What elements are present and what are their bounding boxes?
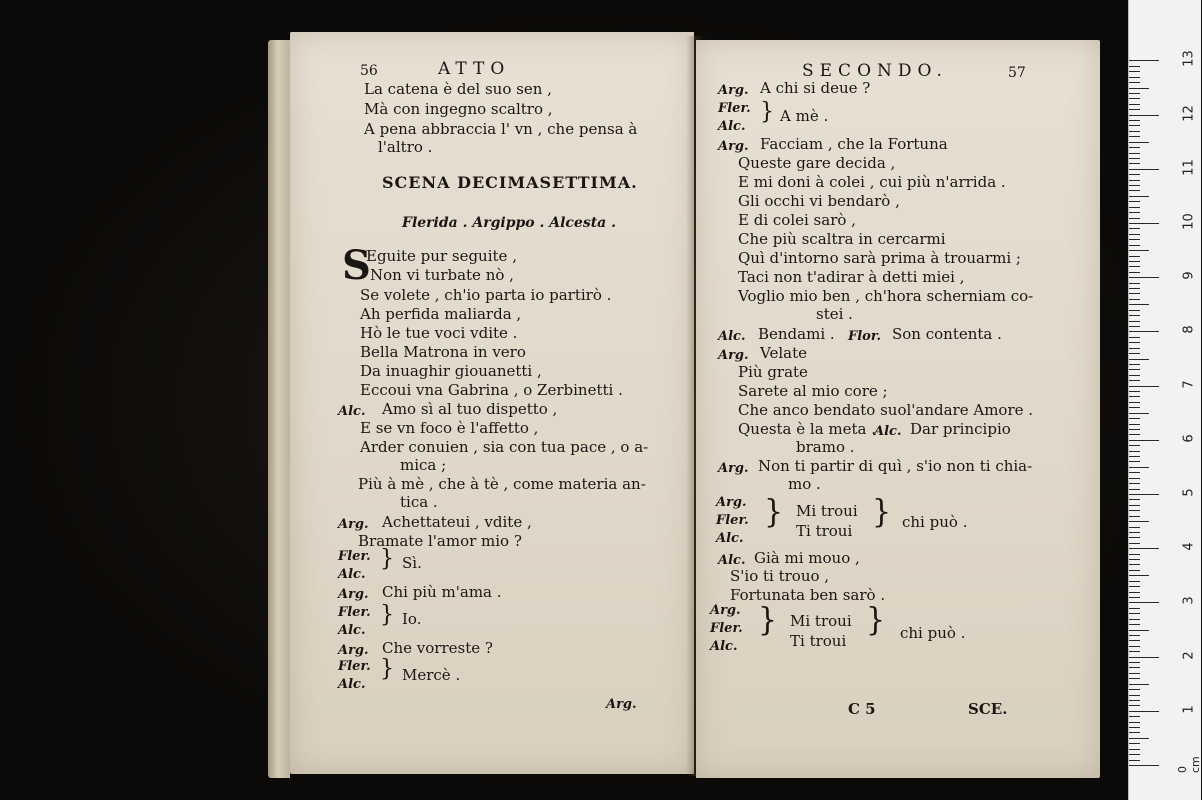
ruler-tick (1129, 98, 1140, 99)
ruler-tick (1129, 234, 1140, 235)
ruler-tick (1129, 537, 1140, 538)
ruler-tick (1129, 212, 1140, 213)
catchword: SCE. (968, 700, 1008, 718)
ruler-tick (1129, 575, 1149, 576)
speaker-label: Arg. (710, 603, 741, 618)
ruler-tick (1129, 445, 1140, 446)
text-line: Achettateui , vdite , (382, 513, 532, 531)
ruler-tick (1129, 705, 1140, 706)
text-line: chi può . (902, 513, 968, 531)
ruler-tick (1129, 532, 1140, 533)
ruler-tick (1129, 272, 1140, 273)
ruler-tick (1129, 483, 1140, 484)
text-line: Taci non t'adirar à detti miei , (738, 268, 965, 286)
text-line: Mi troui (796, 502, 858, 520)
text-line: bramo . (796, 438, 855, 456)
text-line: Son contenta . (892, 325, 1002, 343)
ruler-tick (1129, 440, 1159, 441)
speaker-label: Fler. (338, 605, 371, 620)
ruler-cm-label: 2 (1181, 650, 1197, 660)
ruler-tick (1129, 396, 1140, 397)
text-line: Questa è la meta . (738, 420, 877, 438)
text-line: Gli occhi vi bendarò , (738, 192, 900, 210)
ruler-tick (1129, 131, 1140, 132)
text-line: Che anco bendato suol'andare Amore . (738, 401, 1034, 419)
text-line: Quì d'intorno sarà prima à trouarmi ; (738, 249, 1021, 267)
ruler-tick (1129, 662, 1140, 663)
ruler-tick (1129, 760, 1140, 761)
ruler-cm-label: 12 (1181, 104, 1197, 122)
ruler-cm-label: 6 (1181, 434, 1197, 443)
ruler-tick (1129, 586, 1140, 587)
text-line: Amo sì al tuo dispetto , (382, 400, 558, 418)
ruler-tick (1129, 245, 1140, 246)
speaker-label: Arg. (718, 83, 749, 98)
ruler-tick (1129, 104, 1140, 105)
ruler-tick (1129, 602, 1159, 603)
text-line: Ti troui (790, 632, 847, 650)
ruler-tick (1129, 158, 1140, 159)
ruler-tick (1129, 277, 1159, 278)
ruler-tick (1129, 261, 1140, 262)
left-running-head: ATTO (438, 59, 511, 79)
ruler-tick (1129, 223, 1159, 224)
speaker-label: Alc. (716, 531, 744, 546)
ruler-tick (1129, 695, 1140, 696)
ruler-tick (1129, 386, 1159, 387)
ruler-tick (1129, 738, 1149, 739)
ruler-tick (1129, 88, 1149, 89)
text-line: Più à mè , che à tè , come materia an- (358, 475, 646, 493)
text-line: Chi più m'ama . (382, 583, 502, 601)
brace-icon: } (758, 602, 778, 639)
ruler-cm-label: 9 (1181, 271, 1197, 280)
ruler-tick (1129, 337, 1140, 338)
ruler-tick (1129, 630, 1149, 631)
brace-icon: } (764, 494, 784, 531)
ruler-tick (1129, 564, 1140, 565)
text-line: Già mi mouo , (754, 549, 860, 567)
ruler-tick (1129, 331, 1159, 332)
text-line: Hò le tue voci vdite . (360, 324, 518, 342)
speaker-label: Fler. (338, 659, 371, 674)
ruler-tick (1129, 548, 1159, 549)
text-line: Fortunata ben sarò . (730, 586, 886, 604)
text-line: Ti troui (796, 522, 853, 540)
text-line: S'io ti trouo , (730, 567, 830, 585)
ruler-tick (1129, 581, 1140, 582)
text-line: E di colei sarò , (738, 211, 856, 229)
text-line: Mercè . (402, 666, 461, 684)
brace-icon: } (380, 601, 394, 628)
text-line: La catena è del suo sen , (364, 80, 552, 98)
text-line: Mà con ingegno scaltro , (364, 100, 553, 118)
text-line: A chi si deue ? (760, 79, 871, 97)
ruler-tick (1129, 77, 1140, 78)
ruler-tick (1129, 185, 1140, 186)
ruler-tick (1129, 451, 1140, 452)
ruler-tick (1129, 342, 1140, 343)
ruler-tick (1129, 147, 1140, 148)
text-line: A mè . (780, 107, 829, 125)
drop-cap: S (342, 242, 371, 289)
right-page (696, 40, 1100, 778)
ruler-tick (1129, 689, 1140, 690)
ruler-tick (1129, 543, 1140, 544)
ruler-cm-label: 7 (1181, 379, 1197, 389)
text-line: E mi doni à colei , cui più n'arrida . (738, 173, 1006, 191)
ruler-tick (1129, 456, 1140, 457)
left-page (290, 32, 694, 774)
ruler-tick (1129, 359, 1149, 360)
ruler-tick (1129, 250, 1149, 251)
speaker-label: Fler. (338, 549, 371, 564)
ruler-tick (1129, 499, 1140, 500)
ruler-tick (1129, 163, 1140, 164)
ruler-tick (1129, 180, 1140, 181)
speaker-label: Arg. (338, 587, 369, 602)
ruler-tick (1129, 489, 1140, 490)
text-line: Eccoui vna Gabrina , o Zerbinetti . (360, 381, 623, 399)
ruler-tick (1129, 711, 1159, 712)
ruler-tick (1129, 66, 1140, 67)
text-line: Non ti partir di quì , s'io non ti chia- (758, 457, 1033, 475)
text-line: Bramate l'amor mio ? (358, 532, 522, 550)
right-page-number: 57 (1008, 65, 1026, 81)
text-line: Bendami . (758, 325, 835, 343)
text-line: Facciam , che la Fortuna (760, 135, 948, 153)
text-line: chi può . (900, 624, 966, 642)
ruler-tick (1129, 364, 1140, 365)
speaker-label: Flor. (848, 329, 882, 344)
ruler-tick (1129, 60, 1159, 61)
text-line: mo . (788, 475, 821, 493)
text-line: Dar principio (910, 420, 1011, 438)
ruler-tick (1129, 207, 1140, 208)
measurement-ruler (1128, 0, 1201, 800)
scene-title: SCENA DECIMASETTIMA. (382, 173, 638, 192)
text-line: Bella Matrona in vero (360, 343, 526, 361)
ruler-cm-label: 3 (1181, 596, 1197, 606)
brace-icon: } (760, 98, 774, 125)
speaker-label: Fler. (718, 101, 751, 116)
ruler-tick (1129, 315, 1140, 316)
speaker-label: Arg. (716, 495, 747, 510)
ruler-tick (1129, 413, 1149, 414)
ruler-tick (1129, 749, 1140, 750)
text-line: A pena abbraccia l' vn , che pensa à (364, 120, 638, 138)
left-page-number: 56 (360, 63, 378, 79)
ruler-cm-label: 4 (1181, 542, 1197, 551)
ruler-tick (1129, 754, 1140, 755)
text-line: Più grate (738, 363, 808, 381)
speaker-label: Alc. (718, 329, 746, 344)
text-line: Se volete , ch'io parta io partirò . (360, 286, 612, 304)
ruler-tick (1129, 624, 1140, 625)
ruler-tick (1129, 348, 1140, 349)
text-line: Non vi turbate nò , (370, 266, 514, 284)
ruler-tick (1129, 369, 1140, 370)
ruler-tick (1129, 293, 1140, 294)
text-line: tica . (400, 493, 438, 511)
ruler-tick (1129, 228, 1140, 229)
ruler-tick (1129, 684, 1149, 685)
catchword: Arg. (606, 697, 637, 712)
ruler-tick (1129, 472, 1140, 473)
text-line: Velate (760, 344, 807, 362)
ruler-tick (1129, 716, 1140, 717)
brace-icon: } (866, 602, 886, 639)
right-running-head: SECONDO. (802, 61, 948, 81)
text-line: Queste gare decida , (738, 154, 896, 172)
speaker-label: Arg. (338, 643, 369, 658)
speaker-label: Alc. (338, 623, 366, 638)
text-line: Arder conuien , sia con tua pace , o a- (360, 438, 649, 456)
text-line: Io. (402, 610, 422, 628)
ruler-tick (1129, 722, 1140, 723)
text-line: stei . (816, 305, 853, 323)
ruler-tick (1129, 239, 1140, 240)
speaker-label: Alc. (718, 553, 746, 568)
ruler-tick (1129, 93, 1140, 94)
text-line: Sì. (402, 554, 422, 572)
character-list: Flerida . Argippo . Alcesta . (402, 215, 617, 231)
ruler-tick (1129, 321, 1140, 322)
ruler-tick (1129, 201, 1140, 202)
ruler-tick (1129, 288, 1140, 289)
ruler-tick (1129, 673, 1140, 674)
ruler-tick (1129, 299, 1140, 300)
ruler-tick (1129, 266, 1140, 267)
text-line: Eguite pur seguite , (366, 247, 517, 265)
ruler-tick (1129, 646, 1140, 647)
text-line: mica ; (400, 456, 447, 474)
speaker-label: Arg. (718, 461, 749, 476)
ruler-tick (1129, 196, 1149, 197)
ruler-tick (1129, 402, 1140, 403)
ruler-tick (1129, 478, 1140, 479)
ruler-tick (1129, 304, 1149, 305)
ruler-tick (1129, 619, 1140, 620)
ruler-tick (1129, 667, 1140, 668)
text-line: Voglio mio ben , ch'hora scherniam co- (738, 287, 1034, 305)
ruler-tick (1129, 494, 1159, 495)
ruler-tick (1129, 505, 1140, 506)
ruler-tick (1129, 169, 1159, 170)
ruler-tick (1129, 375, 1140, 376)
text-line: Che vorreste ? (382, 639, 493, 657)
ruler-tick (1129, 554, 1140, 555)
ruler-tick (1129, 82, 1140, 83)
ruler-tick (1129, 516, 1140, 517)
speaker-label: Alc. (338, 567, 366, 582)
ruler-tick (1129, 613, 1140, 614)
ruler-tick (1129, 256, 1140, 257)
ruler-tick (1129, 510, 1140, 511)
ruler-unit-label: 0 cm (1176, 756, 1202, 773)
ruler-tick (1129, 570, 1140, 571)
text-line: l'altro . (378, 138, 433, 156)
ruler-tick (1129, 657, 1159, 658)
ruler-tick (1129, 125, 1140, 126)
brace-icon: } (380, 545, 394, 572)
ruler-tick (1129, 743, 1140, 744)
ruler-tick (1129, 635, 1140, 636)
ruler-tick (1129, 700, 1140, 701)
speaker-label: Arg. (718, 348, 749, 363)
ruler-tick (1129, 521, 1149, 522)
speaker-label: Alc. (338, 404, 366, 419)
ruler-tick (1129, 461, 1140, 462)
ruler-tick (1129, 467, 1149, 468)
ruler-tick (1129, 732, 1140, 733)
text-line: Mi troui (790, 612, 852, 630)
speaker-label: Alc. (710, 639, 738, 654)
text-line: Ah perfida maliarda , (360, 305, 522, 323)
ruler-tick (1129, 120, 1140, 121)
ruler-tick (1129, 391, 1140, 392)
ruler-tick (1129, 326, 1140, 327)
ruler-cm-label: 11 (1181, 159, 1197, 176)
speaker-label: Fler. (710, 621, 743, 636)
ruler-cm-label: 5 (1181, 488, 1197, 497)
ruler-tick (1129, 727, 1140, 728)
ruler-tick (1129, 115, 1159, 116)
ruler-tick (1129, 429, 1140, 430)
ruler-tick (1129, 592, 1140, 593)
ruler-tick (1129, 218, 1140, 219)
speaker-label: Arg. (338, 517, 369, 532)
ruler-tick (1129, 527, 1140, 528)
speaker-label: Alc. (718, 119, 746, 134)
ruler-cm-label: 8 (1181, 325, 1197, 335)
ruler-tick (1129, 310, 1140, 311)
text-line: Che più scaltra in cercarmi (738, 230, 946, 248)
ruler-tick (1129, 765, 1159, 766)
ruler-tick (1129, 608, 1140, 609)
ruler-tick (1129, 174, 1140, 175)
speaker-label: Fler. (716, 513, 749, 528)
ruler-cm-label: 13 (1181, 50, 1197, 68)
ruler-tick (1129, 424, 1140, 425)
book-page-edges (268, 40, 290, 778)
ruler-tick (1129, 640, 1140, 641)
ruler-cm-label: 10 (1181, 213, 1197, 230)
signature-mark: C 5 (848, 700, 876, 718)
ruler-tick (1129, 142, 1149, 143)
ruler-tick (1129, 353, 1140, 354)
ruler-tick (1129, 651, 1140, 652)
text-line: Sarete al mio core ; (738, 382, 888, 400)
brace-icon: } (872, 494, 892, 531)
ruler-tick (1129, 418, 1140, 419)
ruler-tick (1129, 407, 1140, 408)
ruler-tick (1129, 109, 1140, 110)
ruler-tick (1129, 380, 1140, 381)
ruler-tick (1129, 559, 1140, 560)
speaker-label: Arg. (718, 139, 749, 154)
text-line: Da inuaghir giouanetti , (360, 362, 542, 380)
ruler-cm-label: 1 (1181, 705, 1197, 714)
ruler-tick (1129, 136, 1140, 137)
ruler-tick (1129, 283, 1140, 284)
text-line: E se vn foco è l'affetto , (360, 419, 539, 437)
speaker-label: Alc. (338, 677, 366, 692)
speaker-label: Alc. (874, 424, 902, 439)
ruler-tick (1129, 678, 1140, 679)
ruler-tick (1129, 434, 1140, 435)
brace-icon: } (380, 655, 394, 682)
ruler-tick (1129, 190, 1140, 191)
ruler-tick (1129, 597, 1140, 598)
ruler-tick (1129, 71, 1140, 72)
ruler-tick (1129, 153, 1140, 154)
